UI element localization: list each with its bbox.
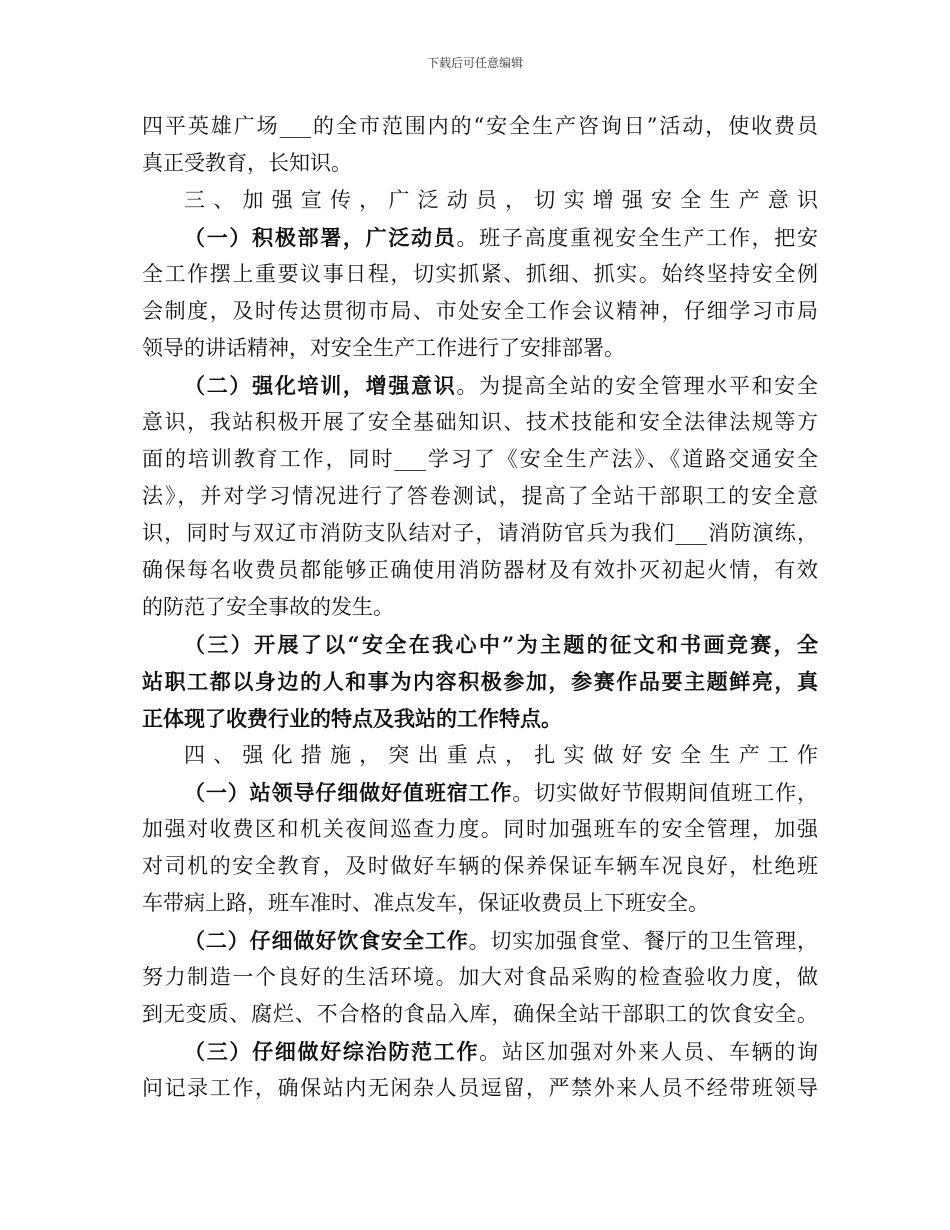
- bold-paragraph-line: 正体现了收费行业的特点及我站的工作特点。: [142, 706, 562, 731]
- text-line: 全工作摆上重要议事日程，切实抓紧、抓细、抓实。始终坚持安全例: [142, 262, 818, 286]
- text-line: 领导的讲话精神，对安全生产工作进行了安排部署。: [142, 336, 625, 360]
- text-line: 面的培训教育工作，同时___学习了《安全生产法》、《道路交通安全: [142, 447, 818, 471]
- text-line: 确保每名收费员都能够正确使用消防器材及有效扑灭初起火情，有效: [142, 558, 818, 582]
- section-heading: 三、加强宣传，广泛动员，切实增强安全生产意识: [184, 188, 818, 212]
- text-line: 识，同时与双辽市消防支队结对子，请消防官兵为我们___消防演练，: [142, 521, 818, 545]
- paragraph-first-line: （一）站领导仔细做好值班宿工作。切实做好节假期间值班工作，: [184, 780, 818, 805]
- bold-lead: （三）仔细做好综治防范工作: [184, 1039, 480, 1064]
- text-line: 到无变质、腐烂、不合格的食品入库，确保全站干部职工的饮食安全。: [142, 1002, 818, 1026]
- text-line: 对司机的安全教育，及时做好车辆的保养保证车辆车况良好，杜绝班: [142, 854, 818, 878]
- text-line: 加强对收费区和机关夜间巡查力度。同时加强班车的安全管理，加强: [142, 817, 818, 841]
- text-line: 会制度，及时传达贯彻市局、市处安全工作会议精神，仔细学习市局: [142, 299, 818, 323]
- paragraph-first-line: （三）仔细做好综治防范工作。站区加强对外来人员、车辆的询: [184, 1039, 818, 1064]
- document-body: [142, 108, 818, 1107]
- paragraph-first-line: （二）强化培训，增强意识。为提高全站的安全管理水平和安全: [184, 373, 818, 398]
- text-line: 真正受教育，长知识。: [142, 151, 352, 175]
- text-line: 车带病上路，班车准时、准点发车，保证收费员上下班安全。: [142, 891, 709, 915]
- section-heading: 四、强化措施，突出重点，扎实做好安全生产工作: [184, 743, 818, 767]
- bold-lead: （一）站领导仔细做好值班宿工作: [184, 780, 513, 805]
- paragraph-first-line: （一）积极部署，广泛动员。班子高度重视安全生产工作，把安: [184, 225, 818, 250]
- bold-lead: （一）积极部署，广泛动员: [184, 225, 457, 250]
- text-line: 的防范了安全事故的发生。: [142, 595, 394, 619]
- page-header: 下载后可任意编辑: [426, 56, 523, 70]
- text-line: 努力制造一个良好的生活环境。加大对食品采购的检查验收力度，做: [142, 965, 818, 989]
- text-line: 法》，并对学习情况进行了答卷测试，提高了全站干部职工的安全意: [142, 484, 818, 508]
- text-line: 四平英雄广场___的全市范围内的“安全生产咨询日”活动，使收费员: [142, 114, 818, 138]
- paragraph-first-line: （二）仔细做好饮食安全工作。切实加强食堂、餐厅的卫生管理，: [184, 928, 818, 953]
- bold-lead: （二）强化培训，增强意识: [184, 373, 457, 398]
- bold-paragraph-line: 站职工都以身边的人和事为内容积极参加，参赛作品要主题鲜亮，真: [142, 669, 818, 694]
- text-line: 问记录工作，确保站内无闲杂人员逗留，严禁外来人员不经带班领导: [142, 1076, 818, 1100]
- bold-lead: （二）仔细做好饮食安全工作: [184, 928, 469, 953]
- bold-paragraph-line: （三）开展了以“安全在我心中”为主题的征文和书画竞赛，全: [184, 632, 818, 657]
- text-line: 意识，我站积极开展了安全基础知识、技术技能和安全法律法规等方: [142, 410, 818, 434]
